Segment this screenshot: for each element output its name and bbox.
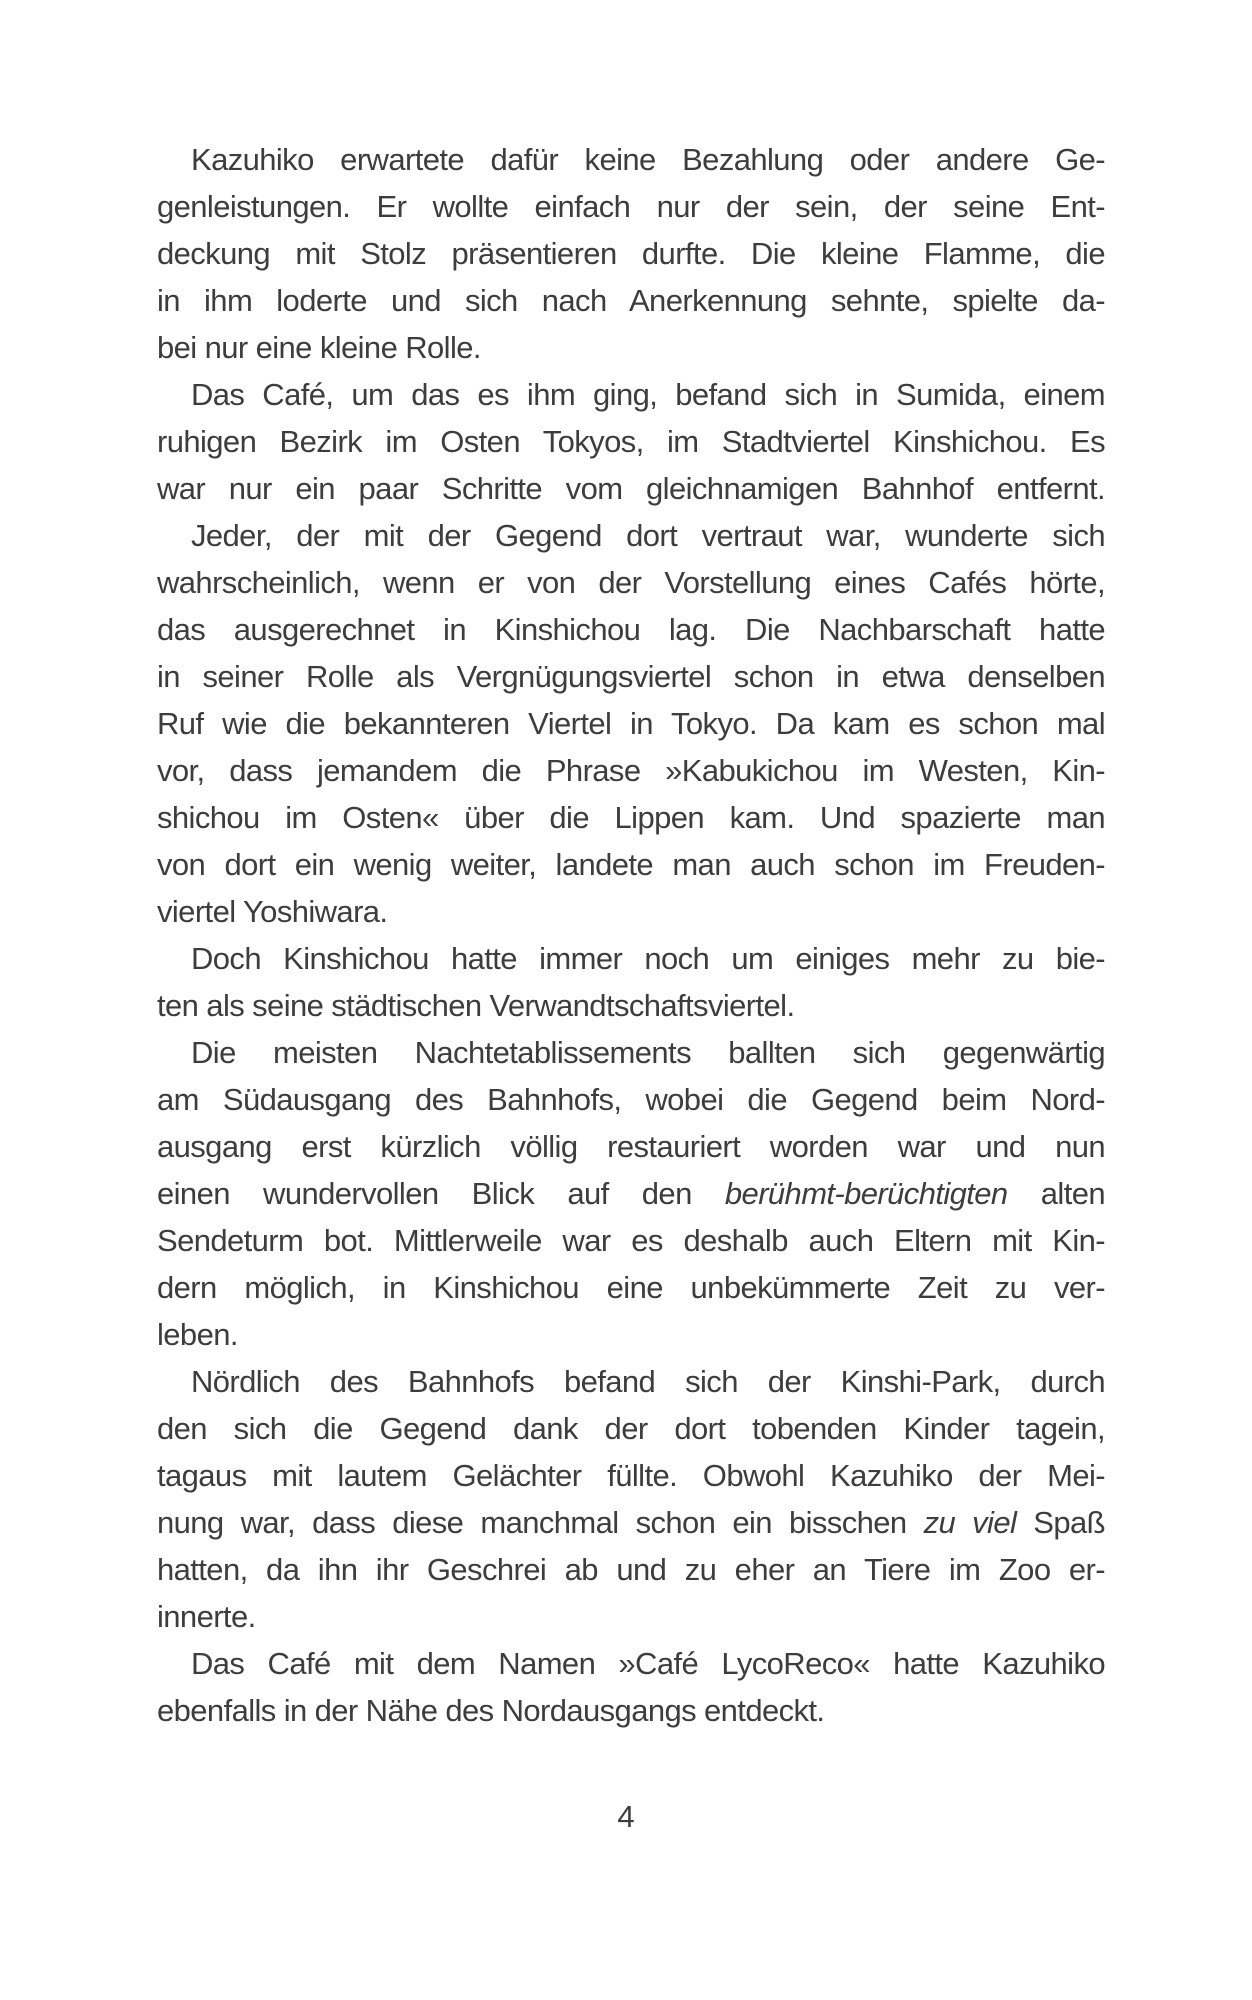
text-line (157, 324, 1105, 371)
text-line (157, 1217, 1105, 1264)
text-line (157, 1640, 1105, 1687)
text-segment: vor, dass jemandem die Phrase »Kabukichou im Westen, Kin- (157, 753, 1105, 788)
text-line (157, 1405, 1105, 1452)
text-segment: hatten, da ihn ihr Geschrei ab und zu eher an Tiere im Zoo er- (157, 1552, 1105, 1587)
text-line (157, 1264, 1105, 1311)
text-line (157, 888, 1105, 935)
text-line (157, 277, 1105, 324)
text-segment: ebenfalls in der Nähe des Nordausgangs entdeckt. (157, 1693, 825, 1728)
text-line (157, 183, 1105, 230)
text-line (157, 1029, 1105, 1076)
italic-text: zu viel (923, 1505, 1017, 1540)
paragraph (157, 935, 1105, 1029)
text-segment: Ruf wie die bekannteren Viertel in Tokyo. Da kam es schon mal (157, 706, 1105, 741)
text-segment: dern möglich, in Kinshichou eine unbekümmerte Zeit zu ver- (157, 1270, 1105, 1305)
text-segment: Spaß (1016, 1505, 1105, 1540)
text-segment: Nördlich des Bahnhofs befand sich der Kinshi-Park, durch (191, 1364, 1105, 1399)
text-line (157, 1499, 1105, 1546)
text-segment: bei nur eine kleine Rolle. (157, 330, 481, 365)
text-line (157, 794, 1105, 841)
text-line (157, 982, 1105, 1029)
text-line (157, 935, 1105, 982)
text-line (157, 1687, 1105, 1734)
text-segment: in seiner Rolle als Vergnügungsviertel schon in etwa denselben (157, 659, 1105, 694)
text-segment: einen wundervollen Blick auf den (157, 1176, 725, 1211)
text-segment: alten (1007, 1176, 1105, 1211)
paragraph (157, 512, 1105, 935)
text-segment: Jeder, der mit der Gegend dort vertraut war, wunderte sich (191, 518, 1105, 553)
text-segment: leben. (157, 1317, 238, 1352)
paragraph (157, 1029, 1105, 1358)
text-segment: shichou im Osten« über die Lippen kam. Und spazierte man (157, 800, 1105, 835)
text-segment: ausgang erst kürzlich völlig restauriert worden war und nun (157, 1129, 1105, 1164)
text-segment: deckung mit Stolz präsentieren durfte. Die kleine Flamme, die (157, 236, 1105, 271)
text-line (157, 418, 1105, 465)
text-segment: war nur ein paar Schritte vom gleichnamigen Bahnhof entfernt. (157, 471, 1105, 506)
text-line (157, 606, 1105, 653)
text-line (157, 747, 1105, 794)
text-line (157, 653, 1105, 700)
text-segment: Kazuhiko erwartete dafür keine Bezahlung oder andere Ge- (191, 142, 1105, 177)
text-segment: den sich die Gegend dank der dort tobenden Kinder tagein, (157, 1411, 1105, 1446)
paragraph (157, 371, 1105, 512)
text-segment: ten als seine städtischen Verwandtschaftsviertel. (157, 988, 795, 1023)
text-segment: Sendeturm bot. Mittlerweile war es deshalb auch Eltern mit Kin- (157, 1223, 1105, 1258)
text-line (157, 559, 1105, 606)
text-segment: das ausgerechnet in Kinshichou lag. Die Nachbarschaft hatte (157, 612, 1105, 647)
text-line (157, 1358, 1105, 1405)
text-segment: Doch Kinshichou hatte immer noch um einiges mehr zu bie- (191, 941, 1105, 976)
text-line (157, 1593, 1105, 1640)
text-line (157, 700, 1105, 747)
text-line (157, 371, 1105, 418)
text-line (157, 1311, 1105, 1358)
page-number: 4 (617, 1799, 635, 1834)
text-line (157, 465, 1105, 512)
text-segment: von dort ein wenig weiter, landete man auch schon im Freuden- (157, 847, 1105, 882)
text-line (157, 1546, 1105, 1593)
text-line (157, 841, 1105, 888)
text-line (157, 136, 1105, 183)
text-segment: Das Café, um das es ihm ging, befand sich in Sumida, einem (191, 377, 1105, 412)
text-segment: tagaus mit lautem Gelächter füllte. Obwohl Kazuhiko der Mei- (157, 1458, 1105, 1493)
text-line (157, 1170, 1105, 1217)
text-segment: Das Café mit dem Namen »Café LycoReco« hatte Kazuhiko (191, 1646, 1105, 1681)
text-segment: wahrscheinlich, wenn er von der Vorstellung eines Cafés hörte, (157, 565, 1105, 600)
text-segment: viertel Yoshiwara. (157, 894, 388, 929)
text-segment: genleistungen. Er wollte einfach nur der sein, der seine Ent- (157, 189, 1105, 224)
text-segment: innerte. (157, 1599, 256, 1634)
text-segment: Die meisten Nachtetablissements ballten sich gegenwärtig (191, 1035, 1105, 1070)
text-line (157, 1076, 1105, 1123)
text-segment: am Südausgang des Bahnhofs, wobei die Gegend beim Nord- (157, 1082, 1105, 1117)
text-line (157, 230, 1105, 277)
text-block (157, 136, 1105, 1734)
text-line (157, 1452, 1105, 1499)
text-segment: nung war, dass diese manchmal schon ein bisschen (157, 1505, 924, 1540)
paragraph (157, 1358, 1105, 1640)
text-segment: ruhigen Bezirk im Osten Tokyos, im Stadtviertel Kinshichou. Es (157, 424, 1105, 459)
paragraph (157, 1640, 1105, 1734)
text-segment: in ihm loderte und sich nach Anerkennung sehnte, spielte da- (157, 283, 1105, 318)
text-line (157, 1123, 1105, 1170)
text-line (157, 512, 1105, 559)
paragraph (157, 136, 1105, 371)
italic-text: berühmt-berüchtigten (724, 1176, 1008, 1211)
